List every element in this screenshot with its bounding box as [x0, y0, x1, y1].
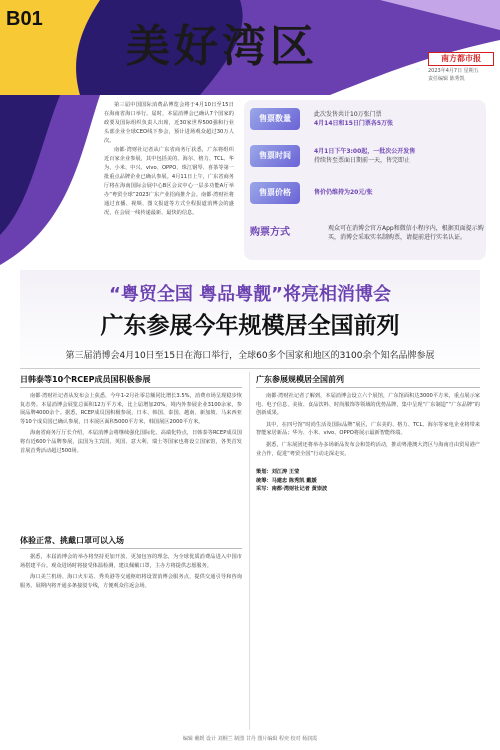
article-paragraph: 据悉，广东展团还将举办多场新品发布会和签约活动，推动粤港澳大湾区与海南自由贸易港产业合作，促进“粤贸全国”行动走深走实。	[256, 441, 480, 457]
credit-line: 统筹：马建忠 陈秀凯 戴媛	[256, 477, 317, 484]
divider	[20, 368, 480, 369]
issue-date: 2023年4月7日 星期五	[428, 68, 479, 74]
intro-text	[104, 101, 234, 218]
article-paragraph: 据悉，本届消博会的举办将坚持更加开放、更加包容的理念，为全球优质消费品进入中国市场搭建平台。观众进场时将接受体温检测，建议佩戴口罩，主办方将提供志愿服务。	[20, 554, 242, 569]
edition-number: B01	[6, 8, 43, 30]
column-divider	[249, 372, 250, 730]
right-column	[256, 374, 480, 494]
headline-main: 广东参展今年规模居全国前列	[100, 313, 400, 339]
ticket-detail	[314, 188, 484, 197]
masthead-title: 美好湾区	[126, 21, 318, 72]
purchase-method-text: 观众可在消博会官方App和微信小程序内，根据页面提示购买，消博会采取实名制购票，请提前进行实名认证。	[328, 225, 484, 241]
article-paragraph: 海口美兰机场、海口火车站、秀英港等交通枢纽将设置消博会服务点，提供交通引导和咨询服务。展期内将开通多条接驳专线，方便观众往返会场。	[20, 574, 242, 589]
ticket-line: 持续售至票面日期前一天，售完即止	[314, 157, 411, 164]
ticket-line: 售价仍维持为20元/张	[314, 189, 373, 196]
left-column	[20, 374, 242, 591]
credit-line: 策划：刘江涛 王莹	[256, 469, 300, 476]
headline-sub: 第三届消博会4月10日至15日在海口举行，全球60多个国家和地区的3100余个知名品牌参展	[65, 351, 435, 361]
ticket-label: 售票数量	[250, 108, 300, 130]
headline-kicker: “粤贸全国 粤品粤靓”将亮相消博会	[109, 284, 391, 305]
article-paragraph: 其中，在四号馆“时尚生活及国际品牌”展区，广东美的、格力、TCL、海尔等家电企业将带来智能家居新品；华为、小米、vivo、OPPO将展示最新智能终端。	[256, 421, 480, 437]
section-title: 广东参展规模居全国前列	[256, 374, 480, 388]
ticket-label: 售票价格	[250, 182, 300, 204]
credit-line: 采写：南都·湾财社记者 黄崇波	[256, 486, 328, 493]
section-title: 体验正常、挑戴口罩可以入场	[20, 535, 242, 549]
ticket-detail	[314, 147, 484, 165]
ticket-line: 4月14日和15日门票各5万张	[314, 120, 394, 127]
article-paragraph: 南都·湾财社记者从发布会上获悉，今年1-2月社零总额同比增长3.5%，消费市场呈现稳步恢复态势。本届消博会展览总面积12万平方米，比上届增加20%，境内外参展企业3100余家，参展品牌4000余个。据悉，RCEP成员国积极参展，日本、韩国、泰国、越南、新加坡、马来西亚等10个成员国已确认参展，日本展区面积5000平方米，韩国展区2000平方米。	[20, 393, 242, 425]
section-title: 日韩泰等10个RCEP成员国积极参展	[20, 374, 242, 388]
ticket-line: 4月1日下午3:00起，一批次公开发售	[314, 148, 416, 155]
purchase-method-label: 购票方式	[250, 227, 290, 238]
intro-paragraph: 第三届中国国际消费品博览会将于4月10日至15日在海南省海口举行。届时，本届消博会已确认7个国家的政要及国际组织负责人出席，近30家世界500强和行业头部企业全球CEO线下参会，预计进场观众超过30万人次。	[104, 102, 234, 144]
article-paragraph: 南都·湾财社记者了解到，本届消博会设立六个展馆，广东馆面积达3000平方米，重点展示家电、电子信息、美妆、食品饮料、时尚服饰等领域的优势品牌，集中呈现“广东制造”“广东品牌”的创新成果。	[256, 393, 480, 417]
newspaper-brand: 南方都市报	[428, 52, 494, 66]
left-decor	[0, 95, 104, 275]
ticket-line: 此次发售共计10万张门票	[314, 111, 382, 118]
ticket-label: 售票时间	[250, 145, 300, 167]
ticket-detail	[314, 110, 484, 128]
article-paragraph: 海南省商务厅厅长介绍，本届消博会将继续强化国际化、高端化特点，日韩泰等RCEP成员国将有近600个品牌参展，法国为主宾国，英国、意大利、瑞士等国家也将设立国家馆，各类首发首展首秀活动超过500场。	[20, 430, 242, 454]
page-footer: 编辑 戴媛 设计 刘桐兰 制图 甘丹 图片编辑 程奕 校对 杨润霞	[182, 736, 318, 742]
issue-editor: 责任编辑 陈秀凯	[428, 76, 465, 82]
intro-paragraph: 南都·湾财社记者从广东省商务厅获悉，广东将组织近百家企业参展，其中包括美的、海尔、格力、TCL、华为、小米、中兴、vivo、OPPO、珠江钢琴、喜茶等第一批重点品牌企业已确认参展。4月11日上午，广东省商务厅将在海南国际会展中心B区会议中心一层多功能A厅举办“粤贸全球”2023广东产业招商推介会。南都·湾财社将通过直播、视频、图文报道等方式全程报道消博会的盛况，在会展一线传递最新、最快的信息。	[104, 147, 234, 216]
